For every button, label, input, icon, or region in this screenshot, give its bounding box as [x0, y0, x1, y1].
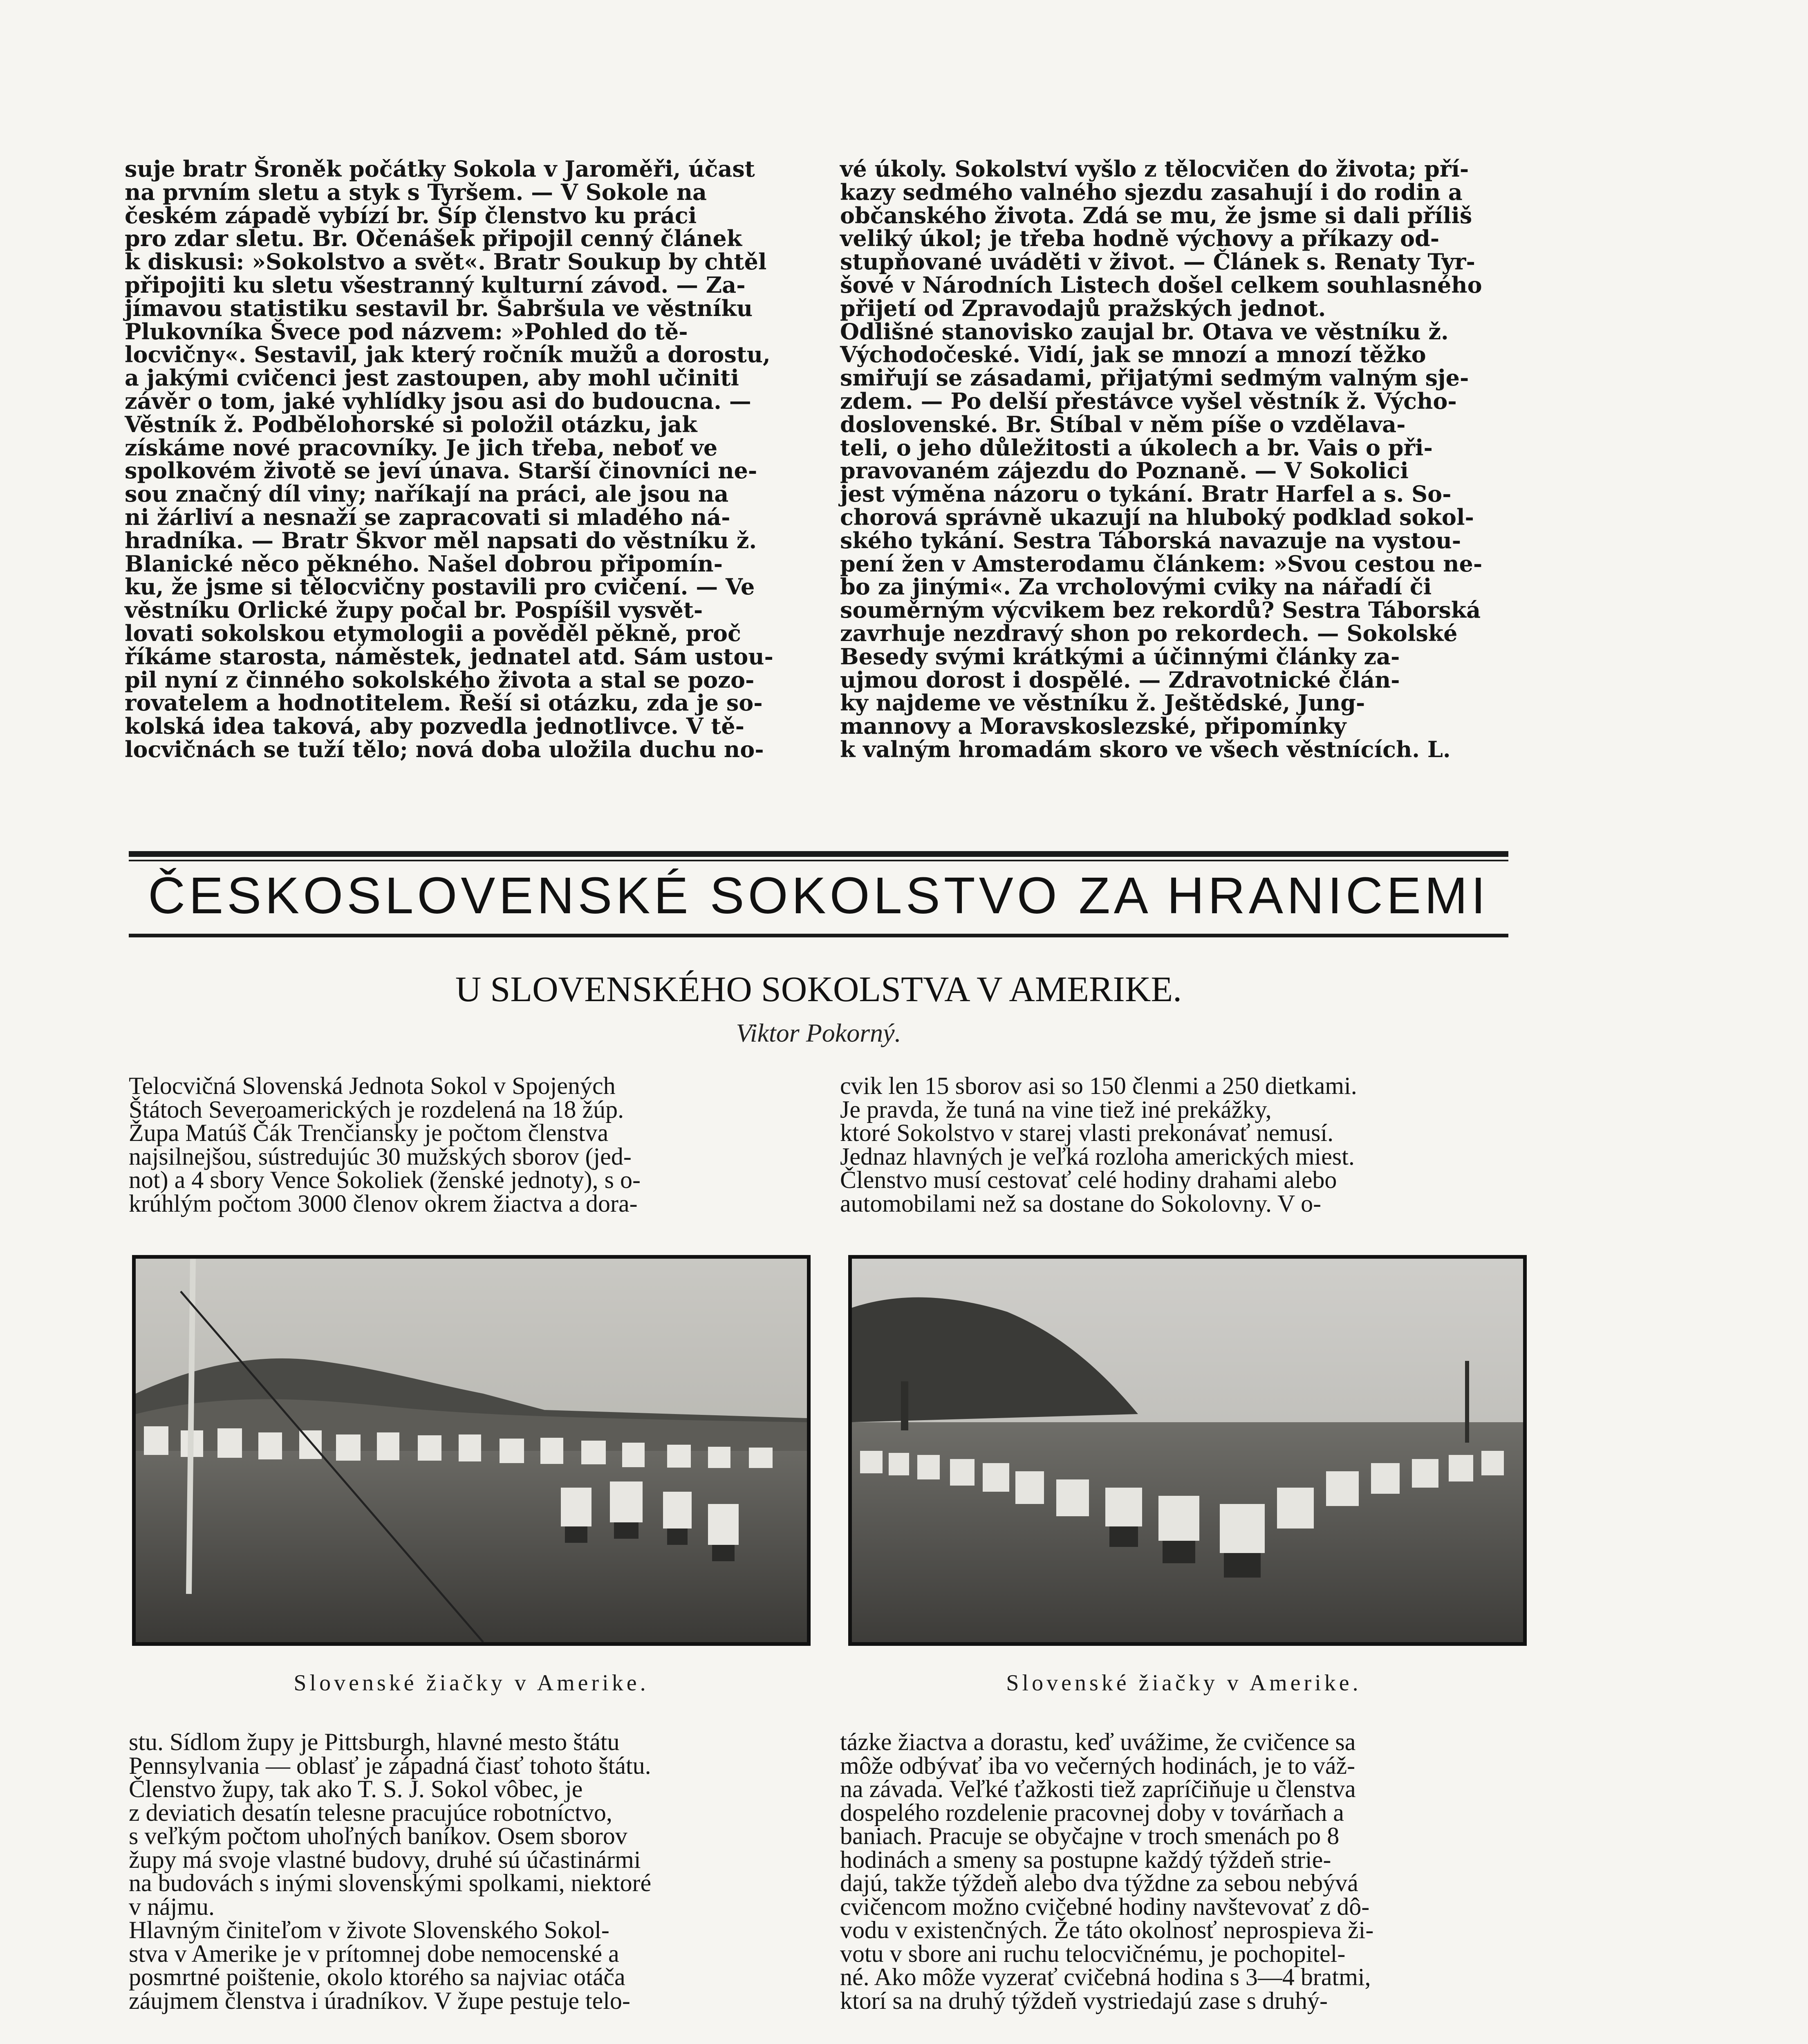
bottom-right-column: tázke žiactva a dorastu, keď uvážime, že cvičence sa môže odbývať iba vo večerných hodinách, je to váž- na závada. Veľké ťažkosti tiež zapríčiňuje u členstva dospelého rozdelenie pracovnej doby v továrňach a baniach. Pracuje se obyčajne v troch smenách po 8 hodinách a smeny sa postupne každý týždeň strie- dajú, takže týždeň alebo dva týždne za sebou nebývá cvičencom možno cvičebné hodiny navštevovať z dô- vodu v existenčných. Že táto okolnosť neprospieva ži- votu v sbore ani ruchu telocvičnému, je pochopitel- né. Ako môže vyzerať cvičebná hodina s 3—4 bratmi, ktorí sa na druhý týždeň vystriedajú zase s druhý-: [840, 1728, 1374, 2014]
photo-caption-1: Slovenské žiačky v Amerike.: [293, 1670, 649, 1696]
top-left-column: suje bratr Šroněk počátky Sokola v Jaroměři, účast na prvním sletu a styk s Tyršem. — V Sokole na českém západě vybízí br. Šíp členstvo ku práci pro zdar sletu. Br. Očenášek připojil cenný článek k diskusi: »Sokolstvo a svět«. Bratr Soukup by chtěl připojiti ku sletu všestranný kulturní závod. — Za- jímavou statistiku sestavil br. Šabršula ve věstníku Plukovníka Švece pod názvem: »Pohled do tě- locvičny«. Sestavil, jak který ročník mužů a dorostu, a jakými cvičenci jest zastoupen, aby mohl učiniti závěr o tom, jaké vyhlídky jsou asi do budoucna. — Věstník ž. Podbělohorské si položil otázku, jak získáme nové pracovníky. Je jich třeba, neboť ve spolkovém životě se jeví únava. Starší činovníci ne- sou značný díl viny; naříkají na práci, ale jsou na ni žárliví a nesnaží se zapracovati si mladého ná- hradníka. — Bratr Škvor měl napsati do věstníku ž. Blanické něco pěkného. Našel dobrou připomín- ku, že jsme si tělocvičny postavili pro cvičení. — Ve věstníku Orlické župy počal br. Pospíšil vysvět- lovati sokolskou etymologii a pověděl pěkně, proč říkáme starosta, náměstek, jednatel atd. Sám ustou- pil nyní z činného sokolského života a stal se pozo- rovatelem a hodnotitelem. Řeší si otázku, zda je so- kolská idea taková, aby pozvedla jednotlivce. V tě- locvičnách se tuží tělo; nová doba uložila duchu no-: [125, 156, 773, 762]
article-title: U SLOVENSKÉHO SOKOLSTVA V AMERIKE.: [455, 970, 1182, 1009]
section-rule-top-thin: [129, 860, 1508, 861]
photo-caption-2: Slovenské žiačky v Amerike.: [1006, 1670, 1362, 1696]
article-author: Viktor Pokorný.: [736, 1018, 901, 1047]
section-rule-bottom: [129, 934, 1508, 937]
bottom-left-column: stu. Sídlom župy je Pittsburgh, hlavné mesto štátu Pennsylvania — oblasť je západná čiasť tohoto štátu. Členstvo župy, tak ako T. S. J. Sokol vôbec, je z deviatich desatín telesne pracujúce robotníctvo, s veľkým počtom uhoľných baníkov. Osem sborov župy má svoje vlastné budovy, druhé sú účastinármi na budovách s inými slovenskými spolkami, niektoré v nájmu. Hlavným činiteľom v živote Slovenského Sokol- stva v Amerike je v prítomnej dobe nemocenské a posmrtné poištenie, okolo ktorého sa najviac otáča záujmem členstva i úradníkov. V župe pestuje telo-: [129, 1728, 652, 2014]
section-rule-top-thick: [129, 851, 1508, 857]
section-headline: ČESKOSLOVENSKÉ SOKOLSTVO ZA HRANICEMI: [148, 867, 1489, 924]
top-right-column: vé úkoly. Sokolství vyšlo z tělocvičen do života; pří- kazy sedmého valného sjezdu zasahují i do rodin a občanského života. Zdá se mu, že jsme si dali příliš veliký úkol; je třeba hodně výchovy a příkazy od- stupňované uváděti v život. — Článek s. Renaty Tyr- šové v Národních Listech došel celkem souhlasného přijetí od Zpravodajů pražských jednot. Odlišné stanovisko zaujal br. Otava ve věstníku ž. Východočeské. Vidí, jak se mnozí a mnozí těžko smiřují se zásadami, přijatými sedmým valným sje- zdem. — Po delší přestávce vyšel věstník ž. Výcho- doslovenské. Br. Stíbal v něm píše o vzdělava- teli, o jeho důležitosti a úkolech a br. Vais o při- pravovaném zájezdu do Poznaně. — V Sokolici jest výměna názoru o tykání. Bratr Harfel a s. So- chorová správně ukazují na hluboký podklad sokol- ského tykání. Sestra Táborská navazuje na vystou- pení žen v Amsterodamu článkem: »Svou cestou ne- bo za jinými«. Za vrcholovými cviky na nářadí či souměrným výcvikem bez rekordů? Sestra Táborská zavrhuje nezdravý shon po rekordech. — Sokolské Besedy svými krátkými a účinnými články za- ujmou dorost i dospělé. — Zdravotnické člán- ky najdeme ve věstníku ž. Ještědské, Jung- mannovy a Moravskoslezské, připomínky k valným hromadám skoro ve všech věstnících. L.: [840, 156, 1483, 762]
intro-left-column: Telocvičná Slovenská Jednota Sokol v Spojených Štátoch Severoamerických je rozdelená na 18 žúp. Župa Matúš Čák Trenčiansky je počtom členstva najsilnejšou, sústredujúc 30 mužských sborov (jed- not) a 4 sbory Vence Sokoliek (ženské jednoty), s o- krúhlým počtom 3000 členov okrem žiactva a dora-: [129, 1072, 641, 1217]
intro-right-column: cvik len 15 sborov asi so 150 členmi a 250 dietkami. Je pravda, že tuná na vine tiež iné prekážky, ktoré Sokolstvo v starej vlasti prekonávať nemusí. Jednaz hlavných je veľká rozloha amerických miest. Členstvo musí cestovať celé hodiny drahami alebo automobilami než sa dostane do Sokolovny. V o-: [840, 1072, 1357, 1217]
photo-girls-exercise-1: [132, 1255, 811, 1646]
photo-girls-exercise-2: [848, 1255, 1527, 1646]
